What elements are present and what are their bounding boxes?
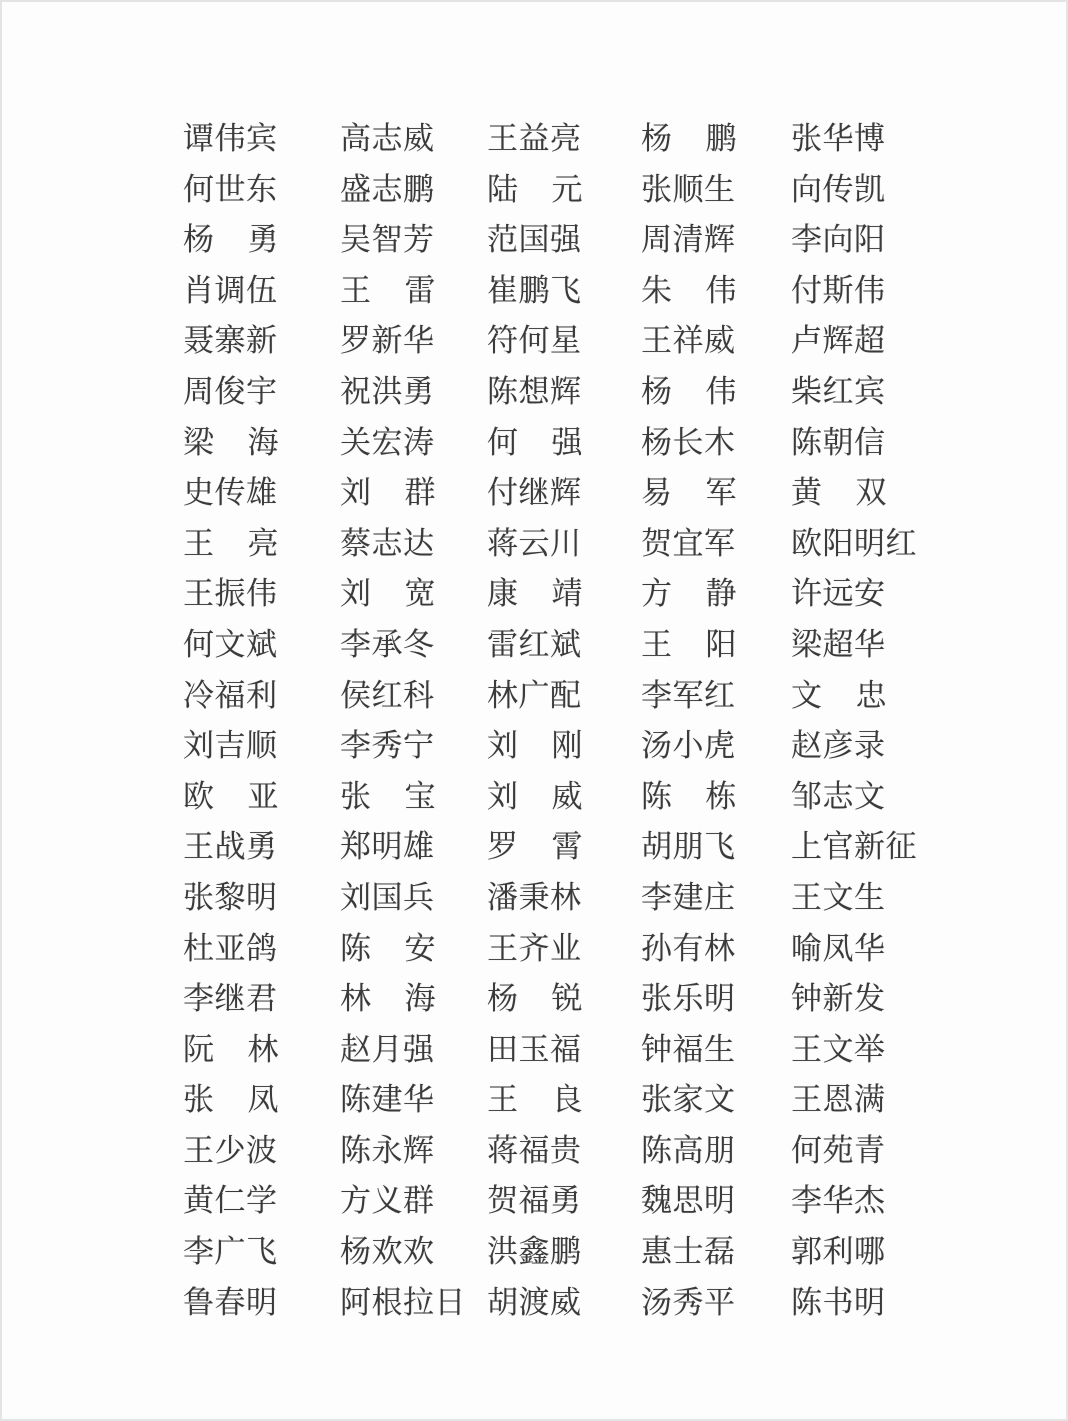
person-name: 李广飞 — [183, 1234, 278, 1270]
name-cell — [641, 678, 791, 729]
name-cell — [791, 425, 961, 476]
name-cell — [791, 222, 961, 273]
person-name: 张顺生 — [641, 171, 736, 207]
name-cell — [641, 829, 791, 880]
person-name: 祝洪勇 — [340, 373, 435, 409]
name-cell — [641, 526, 791, 577]
person-name: 鲁春明 — [183, 1284, 278, 1320]
person-name: 赵月强 — [340, 1031, 435, 1067]
person-name: 潘秉林 — [487, 879, 582, 915]
name-cell — [183, 931, 340, 982]
person-name: 王 雷 — [340, 272, 436, 308]
name-cell — [641, 779, 791, 830]
name-cell — [487, 1082, 641, 1133]
name-cell — [183, 273, 340, 324]
person-name: 张华博 — [791, 121, 886, 156]
name-cell — [183, 1183, 340, 1234]
person-name: 上官新征 — [791, 829, 917, 865]
person-name: 喻凤华 — [791, 930, 886, 966]
name-cell — [641, 1032, 791, 1083]
person-name: 黄 双 — [791, 475, 887, 511]
person-name: 杨 勇 — [183, 222, 279, 258]
person-name: 何文斌 — [183, 626, 278, 662]
name-cell — [791, 1183, 961, 1234]
person-name: 邹志文 — [791, 778, 886, 814]
person-name: 蒋云川 — [487, 525, 582, 561]
person-name: 李华杰 — [791, 1183, 886, 1219]
name-cell — [487, 779, 641, 830]
name-cell — [641, 323, 791, 374]
person-name: 史传雄 — [183, 475, 278, 511]
name-cell — [487, 678, 641, 729]
person-name: 田玉福 — [487, 1031, 582, 1067]
person-name: 陆 元 — [487, 171, 583, 207]
name-cell — [340, 627, 487, 678]
person-name: 康 靖 — [487, 576, 583, 612]
name-cell — [641, 121, 791, 172]
name-cell — [340, 222, 487, 273]
person-name: 侯红科 — [340, 677, 435, 713]
name-cell — [183, 1285, 340, 1336]
person-name: 胡渡威 — [487, 1284, 582, 1320]
name-cell — [641, 880, 791, 931]
person-name: 卢辉超 — [791, 323, 886, 359]
person-name: 何苑青 — [791, 1132, 886, 1168]
name-cell — [791, 678, 961, 729]
person-name: 王 阳 — [641, 626, 737, 662]
name-cell — [183, 829, 340, 880]
name-cell — [183, 1032, 340, 1083]
person-name: 陈书明 — [791, 1284, 886, 1320]
name-cell — [340, 475, 487, 526]
person-name: 杨 伟 — [641, 373, 737, 409]
person-name: 刘吉顺 — [183, 728, 278, 764]
person-name: 贺福勇 — [487, 1183, 582, 1219]
person-name: 冷福利 — [183, 677, 278, 713]
name-cell — [791, 981, 961, 1032]
name-cell — [340, 1234, 487, 1285]
person-name: 刘 宽 — [340, 576, 436, 612]
person-name: 洪鑫鹏 — [487, 1234, 582, 1270]
name-cell — [791, 779, 961, 830]
name-cell — [641, 222, 791, 273]
person-name: 张 凤 — [183, 1082, 279, 1118]
person-name: 李向阳 — [791, 222, 886, 258]
person-name: 吴智芳 — [340, 222, 435, 258]
person-name: 何 强 — [487, 424, 583, 460]
person-name: 蔡志达 — [340, 525, 435, 561]
person-name: 胡朋飞 — [641, 829, 736, 865]
person-name: 王益亮 — [487, 121, 582, 156]
name-cell — [487, 526, 641, 577]
person-name: 杨长木 — [641, 424, 736, 460]
name-cell — [183, 475, 340, 526]
person-name: 王文举 — [791, 1031, 886, 1067]
name-cell — [183, 678, 340, 729]
person-name: 刘 群 — [340, 475, 436, 511]
name-cell — [340, 779, 487, 830]
person-name: 文 忠 — [791, 677, 887, 713]
name-cell — [487, 475, 641, 526]
person-name: 欧阳明红 — [791, 525, 917, 561]
name-cell — [183, 526, 340, 577]
person-name: 刘 威 — [487, 778, 583, 814]
person-name: 陈建华 — [340, 1082, 435, 1118]
name-cell — [641, 374, 791, 425]
person-name: 汤小虎 — [641, 728, 736, 764]
person-name: 王祥威 — [641, 323, 736, 359]
person-name: 陈 栋 — [641, 778, 737, 814]
name-cell — [487, 273, 641, 324]
name-cell — [340, 1032, 487, 1083]
name-cell — [791, 931, 961, 982]
name-cell — [183, 121, 340, 172]
name-cell — [340, 576, 487, 627]
person-name: 李建庄 — [641, 879, 736, 915]
name-cell — [183, 576, 340, 627]
name-cell — [791, 728, 961, 779]
name-cell — [183, 323, 340, 374]
person-name: 王振伟 — [183, 576, 278, 612]
name-cell — [487, 222, 641, 273]
name-cell — [487, 627, 641, 678]
name-cell — [340, 880, 487, 931]
name-cell — [791, 273, 961, 324]
person-name: 付斯伟 — [791, 272, 886, 308]
name-cell — [791, 374, 961, 425]
name-cell — [340, 981, 487, 1032]
name-cell — [791, 627, 961, 678]
person-name: 李军红 — [641, 677, 736, 713]
person-name: 高志威 — [340, 121, 435, 156]
name-cell — [340, 931, 487, 982]
person-name: 黄仁学 — [183, 1183, 278, 1219]
name-cell — [487, 829, 641, 880]
person-name: 欧 亚 — [183, 778, 279, 814]
name-cell — [183, 425, 340, 476]
name-cell — [340, 829, 487, 880]
person-name: 陈高朋 — [641, 1132, 736, 1168]
person-name: 钟新发 — [791, 981, 886, 1017]
name-cell — [641, 1133, 791, 1184]
person-name: 方 静 — [641, 576, 737, 612]
person-name: 杨欢欢 — [340, 1234, 435, 1270]
name-cell — [340, 728, 487, 779]
person-name: 关宏涛 — [340, 424, 435, 460]
name-cell — [340, 374, 487, 425]
person-name: 符何星 — [487, 323, 582, 359]
name-cell — [487, 1234, 641, 1285]
person-name: 雷红斌 — [487, 626, 582, 662]
name-cell — [487, 1183, 641, 1234]
name-cell — [183, 1082, 340, 1133]
name-cell — [641, 627, 791, 678]
person-name: 张乐明 — [641, 981, 736, 1017]
name-cell — [487, 931, 641, 982]
name-cell — [340, 172, 487, 223]
person-name: 朱 伟 — [641, 272, 737, 308]
name-cell — [487, 1285, 641, 1336]
name-cell — [340, 121, 487, 172]
name-cell — [487, 172, 641, 223]
name-cell — [641, 576, 791, 627]
name-cell — [641, 981, 791, 1032]
person-name: 陈 安 — [340, 930, 436, 966]
name-cell — [487, 425, 641, 476]
name-cell — [791, 475, 961, 526]
person-name: 向传凯 — [791, 171, 886, 207]
name-cell — [340, 323, 487, 374]
name-cell — [487, 1133, 641, 1184]
person-name: 孙有林 — [641, 930, 736, 966]
person-name: 周俊宇 — [183, 373, 278, 409]
person-name: 赵彦录 — [791, 728, 886, 764]
name-cell — [641, 931, 791, 982]
person-name: 王少波 — [183, 1132, 278, 1168]
person-name: 刘 刚 — [487, 728, 583, 764]
person-name: 林广配 — [487, 677, 582, 713]
name-cell — [791, 829, 961, 880]
person-name: 李承冬 — [340, 626, 435, 662]
person-name: 王文生 — [791, 879, 886, 915]
person-name: 汤秀平 — [641, 1284, 736, 1320]
name-cell — [487, 374, 641, 425]
person-name: 许远安 — [791, 576, 886, 612]
person-name: 王齐业 — [487, 930, 582, 966]
name-cell — [791, 526, 961, 577]
name-cell — [641, 728, 791, 779]
person-name: 魏思明 — [641, 1183, 736, 1219]
name-cell — [183, 779, 340, 830]
person-name: 张黎明 — [183, 879, 278, 915]
person-name: 蒋福贵 — [487, 1132, 582, 1168]
name-cell — [791, 880, 961, 931]
person-name: 钟福生 — [641, 1031, 736, 1067]
name-cell — [791, 576, 961, 627]
person-name: 杨 锐 — [487, 981, 583, 1017]
person-name: 崔鹏飞 — [487, 272, 582, 308]
person-name: 柴红宾 — [791, 373, 886, 409]
name-cell — [791, 1133, 961, 1184]
name-cell — [340, 1133, 487, 1184]
name-cell — [183, 172, 340, 223]
person-name: 肖调伍 — [183, 272, 278, 308]
person-name: 方义群 — [340, 1183, 435, 1219]
person-name: 惠士磊 — [641, 1234, 736, 1270]
person-name: 陈朝信 — [791, 424, 886, 460]
person-name: 易 军 — [641, 475, 737, 511]
person-name: 梁超华 — [791, 626, 886, 662]
name-cell — [487, 323, 641, 374]
person-name: 刘国兵 — [340, 879, 435, 915]
person-name: 付继辉 — [487, 475, 582, 511]
person-name: 林 海 — [340, 981, 436, 1017]
person-name: 盛志鹏 — [340, 171, 435, 207]
name-cell — [340, 678, 487, 729]
name-cell — [487, 576, 641, 627]
name-cell — [641, 425, 791, 476]
person-name: 聂寨新 — [183, 323, 278, 359]
name-cell — [340, 1285, 487, 1336]
name-cell — [487, 728, 641, 779]
person-name: 郑明雄 — [340, 829, 435, 865]
name-cell — [340, 425, 487, 476]
person-name: 王 亮 — [183, 525, 279, 561]
name-cell — [340, 1183, 487, 1234]
person-name: 杜亚鸽 — [183, 930, 278, 966]
name-cell — [183, 627, 340, 678]
name-cell — [340, 526, 487, 577]
name-cell — [183, 1133, 340, 1184]
name-cell — [791, 172, 961, 223]
name-cell — [340, 1082, 487, 1133]
name-cell — [791, 1234, 961, 1285]
person-name: 王 良 — [487, 1082, 583, 1118]
name-cell — [641, 1082, 791, 1133]
name-cell — [641, 1285, 791, 1336]
name-cell — [487, 880, 641, 931]
name-cell — [641, 1183, 791, 1234]
person-name: 李秀宁 — [340, 728, 435, 764]
person-name: 何世东 — [183, 171, 278, 207]
name-roster-grid — [183, 121, 961, 1335]
person-name: 王战勇 — [183, 829, 278, 865]
person-name: 郭利哪 — [791, 1234, 886, 1270]
person-name: 杨 鹏 — [641, 121, 737, 156]
name-cell — [791, 1082, 961, 1133]
person-name: 贺宜军 — [641, 525, 736, 561]
person-name: 李继君 — [183, 981, 278, 1017]
person-name: 陈想辉 — [487, 373, 582, 409]
person-name: 陈永辉 — [340, 1132, 435, 1168]
name-cell — [791, 1285, 961, 1336]
name-cell — [183, 880, 340, 931]
name-cell — [183, 1234, 340, 1285]
name-cell — [791, 1032, 961, 1083]
name-cell — [183, 374, 340, 425]
name-cell — [487, 981, 641, 1032]
person-name: 罗 霄 — [487, 829, 583, 865]
name-cell — [641, 273, 791, 324]
name-cell — [183, 981, 340, 1032]
person-name: 阿根拉日 — [340, 1284, 466, 1320]
name-cell — [183, 222, 340, 273]
name-cell — [487, 121, 641, 172]
person-name: 张家文 — [641, 1082, 736, 1118]
name-cell — [487, 1032, 641, 1083]
name-cell — [791, 323, 961, 374]
person-name: 阮 林 — [183, 1031, 279, 1067]
name-cell — [791, 121, 961, 172]
name-cell — [641, 1234, 791, 1285]
name-cell — [641, 475, 791, 526]
person-name: 王恩满 — [791, 1082, 886, 1118]
person-name: 范国强 — [487, 222, 582, 258]
name-cell — [183, 728, 340, 779]
name-cell — [340, 273, 487, 324]
person-name: 罗新华 — [340, 323, 435, 359]
person-name: 张 宝 — [340, 778, 436, 814]
person-name: 梁 海 — [183, 424, 279, 460]
name-cell — [641, 172, 791, 223]
person-name: 谭伟宾 — [183, 121, 278, 156]
person-name: 周清辉 — [641, 222, 736, 258]
